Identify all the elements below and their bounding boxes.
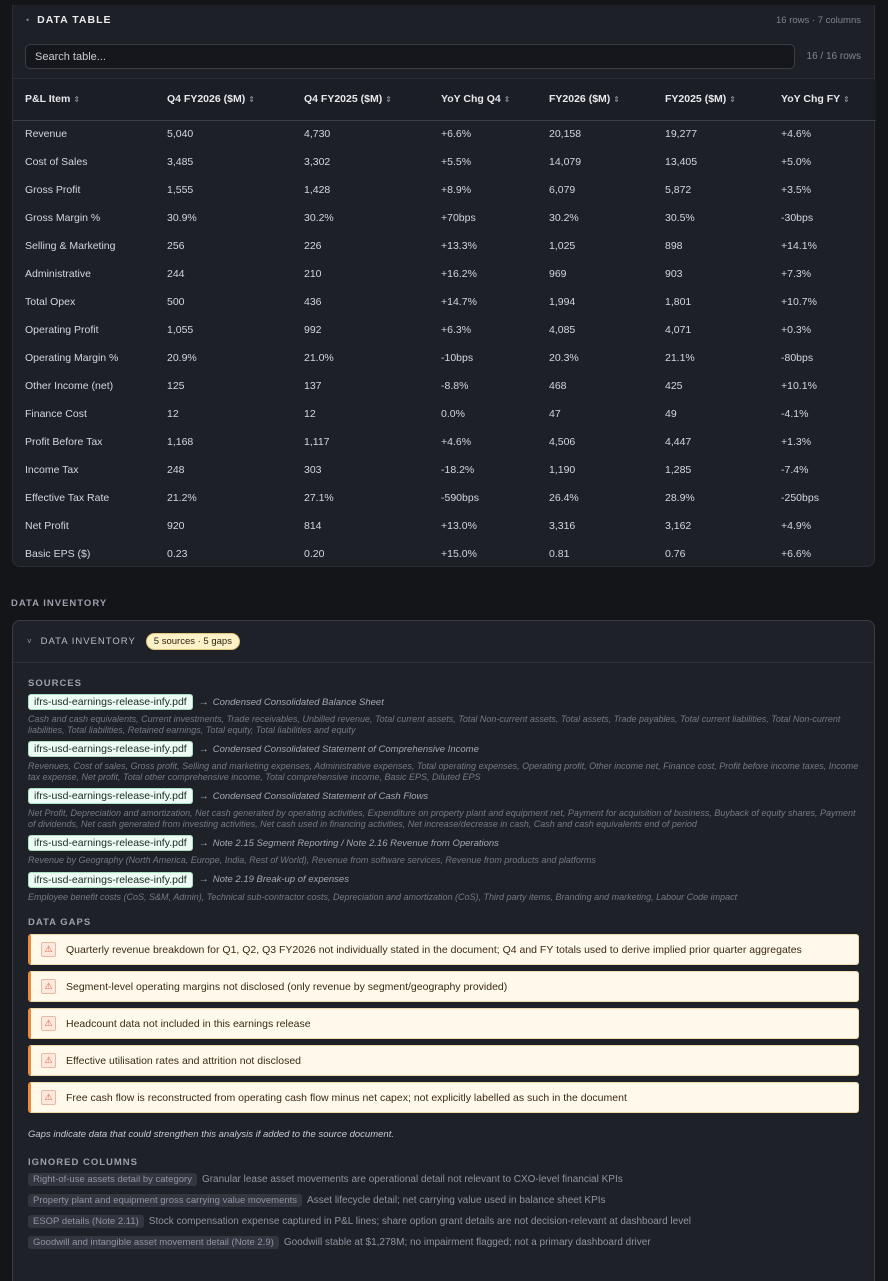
table-cell: 0.81 [549,548,570,560]
table-cell: Administrative [25,268,91,280]
data-table-header[interactable] [13,5,874,35]
warning-icon: ⚠ [41,1090,56,1105]
table-row [13,288,876,316]
gap-text: Segment-level operating margins not disclosed (only revenue by segment/geography provided) [66,980,508,993]
table-row [13,204,876,232]
table-cell: Other Income (net) [25,380,114,392]
source-item [28,834,859,866]
gap-text: Effective utilisation rates and attrition not disclosed [66,1054,302,1067]
table-cell: +5.5% [441,156,472,168]
table-cell: 500 [167,296,185,308]
arrow-icon: → [198,874,209,885]
warning-icon: ⚠ [41,1016,56,1031]
table-cell: 969 [549,268,567,280]
table-cell: +6.6% [441,128,472,141]
table-cell: 3,316 [549,520,576,532]
table-search-input[interactable] [25,44,795,69]
table-cell: 1,555 [167,184,194,196]
table-row [13,400,876,428]
table-cell: -250bps [781,492,819,504]
column-header[interactable]: P&L Item ⇕ [13,79,155,120]
table-cell: 21.0% [304,352,334,364]
table-cell: 436 [304,296,322,308]
table-cell: +0.3% [781,324,812,336]
table-cell: Finance Cost [25,408,87,420]
table-cell: 137 [304,380,322,392]
source-item [28,787,859,829]
table-cell: 5,040 [167,128,194,141]
table-cell: 12 [167,408,179,420]
table-cell: 49 [665,408,677,420]
sort-icon: ⇕ [843,95,850,105]
ignored-column-pill: Goodwill and intangible asset movement detail (Note 2.9) [28,1236,279,1249]
gap-item [28,934,859,965]
table-row [13,372,876,400]
ignored-item [28,1214,859,1229]
table-cell: 20.3% [549,352,579,364]
table-header-row [13,79,876,120]
source-file-pill[interactable]: ifrs-usd-earnings-release-infy.pdf [28,741,193,757]
source-target: Condensed Consolidated Statement of Cash Flows [212,790,429,802]
gap-text: Quarterly revenue breakdown for Q1, Q2, Q3 FY2026 not individually stated in the document; Q4 and FY totals used to derive implied prior quarter aggregates [66,943,802,956]
ignored-column-pill: ESOP details (Note 2.11) [28,1215,144,1228]
table-cell: 30.5% [665,212,695,224]
column-header[interactable]: YoY Chg Q4 ⇕ [429,79,537,120]
table-cell: 1,117 [304,436,330,448]
table-cell: 27.1% [304,492,334,504]
table-cell: Operating Profit [25,324,99,336]
table-cell: -590bps [441,492,479,504]
gap-item [28,971,859,1002]
table-cell: +5.0% [781,156,812,168]
table-cell: +15.0% [441,548,477,560]
table-cell: 3,302 [304,156,331,168]
table-cell: 30.9% [167,212,197,224]
sort-icon: ⇕ [248,95,255,105]
table-row [13,176,876,204]
table-cell: Net Profit [25,520,69,532]
sources-label: SOURCES [28,678,82,689]
source-row [28,740,859,758]
table-cell: 256 [167,240,185,252]
table-cell: 0.0% [441,408,465,420]
table-row [13,120,876,148]
data-table-meta: 16 rows · 7 columns [775,14,861,26]
source-row [28,871,859,889]
source-file-pill[interactable]: ifrs-usd-earnings-release-infy.pdf [28,872,193,888]
table-cell: 992 [304,324,322,336]
table-cell: 244 [167,268,185,280]
table-cell: Gross Margin % [25,212,101,224]
sort-icon: ⇕ [73,95,81,105]
gap-text: Headcount data not included in this earnings release [66,1017,311,1030]
arrow-icon: → [198,696,209,708]
gap-text: Free cash flow is reconstructed from operating cash flow minus net capex; not explicitly labelled as such in the document [66,1091,627,1104]
table-cell: 26.4% [549,492,579,504]
table-cell: 4,071 [665,324,692,336]
table-cell: 5,872 [665,184,692,196]
table-row [13,232,876,260]
table-cell: 425 [665,380,683,392]
table-row [13,484,876,512]
table-cell: 814 [304,520,322,532]
table-cell: 468 [549,380,567,392]
table-cell: -30bps [781,212,814,224]
source-target: Condensed Consolidated Statement of Comprehensive Income [212,743,479,755]
source-row [28,834,859,852]
source-file-pill[interactable]: ifrs-usd-earnings-release-infy.pdf [28,694,193,710]
table-cell: Basic EPS ($) [25,548,91,560]
table-row [13,512,876,540]
table-cell: Profit Before Tax [25,436,103,448]
table-cell: -80bps [781,352,814,364]
table-cell: 903 [665,268,683,280]
arrow-icon: → [198,790,209,802]
gap-item [28,1008,859,1039]
table-cell: 3,162 [665,520,692,532]
table-cell: +16.2% [441,268,477,280]
table-row [13,260,876,288]
source-fields: Revenues, Cost of sales, Gross profit, Selling and marketing expenses, Administrative expenses, Total operating expenses, Operating profit, Other income net, Finance cost, Profit before income taxes, Income tax expense, Net profit, Total other comprehensive income, Total comprehensive income, Basic EPS, Diluted EPS [28,761,859,782]
table-cell: 920 [167,520,185,532]
table-cell: 19,277 [665,128,698,141]
table-cell: 4,447 [665,436,692,448]
search-row [13,35,874,79]
ignored-column-pill: Right-of-use assets detail by category [28,1173,197,1186]
table-cell: 30.2% [304,212,334,224]
table-row [13,456,876,484]
ignored-reason: Stock compensation expense captured in P&L lines; share option grant details are not decision-relevant at dashboard level [148,1216,691,1227]
gaps-list [28,934,859,1113]
table-cell: 47 [549,408,561,420]
table-cell: 13,405 [665,156,698,168]
source-file-pill[interactable]: ifrs-usd-earnings-release-infy.pdf [28,788,193,804]
table-cell: 1,055 [167,324,194,336]
table-cell: +70bps [441,212,476,224]
table-cell: 6,079 [549,184,576,196]
ignored-item [28,1193,859,1208]
source-fields: Cash and cash equivalents, Current investments, Trade receivables, Unbilled revenue, Total current assets, Total Non-current assets, Total assets, Trade payables, Total current liabilities, Total Non-current liabilities, Total liabilities, Retained earnings, Total equity, Total liabilities and equity [28,714,841,735]
table-cell: 1,190 [549,464,576,476]
table-cell: +1.3% [781,436,812,448]
table-cell: +4.6% [781,128,812,141]
section-label: DATA INVENTORY [11,598,108,609]
source-item [28,740,859,782]
column-header[interactable]: FY2026 ($M) ⇕ [537,79,653,120]
table-cell: 1,285 [665,464,692,476]
source-item [28,871,859,903]
table-cell: +3.5% [781,184,812,196]
table-cell: Income Tax [25,464,79,476]
table-cell: 1,994 [549,296,576,308]
table-cell: 303 [304,464,322,476]
gaps-label: DATA GAPS [28,917,92,928]
table-cell: Cost of Sales [25,156,88,168]
gaps-note: Gaps indicate data that could strengthen this analysis if added to the source document. [28,1129,394,1140]
table-cell: -7.4% [781,464,809,476]
sort-icon: ⇕ [503,95,511,105]
table-cell: +7.3% [781,268,812,280]
gap-item [28,1045,859,1076]
column-header[interactable]: FY2025 ($M) ⇕ [653,79,769,120]
table-cell: -10bps [441,352,474,364]
table-cell: +10.7% [781,296,817,308]
table-cell: Effective Tax Rate [25,492,110,504]
data-table-title: DATA TABLE [37,14,112,26]
source-fields: Net Profit, Depreciation and amortization, Net cash generated by operating activities, Expenditure on property plant and equipment net, Payment for acquisition of business, Buyback of equity shares, Payment of dividends, Net cash generated from investing activities, Net cash used in financing activities, Net increase/decrease in cash, Cash and cash equivalents end of period [28,808,856,829]
data-table-card [12,5,875,567]
ignored-item [28,1172,859,1187]
table-cell: -18.2% [441,464,475,476]
source-fields: Revenue by Geography (North America, Europe, India, Rest of World), Revenue from software services, Revenue from products and platforms [28,855,596,865]
table-cell: 248 [167,464,185,476]
table-cell: 14,079 [549,156,582,168]
table-row [13,540,876,568]
table-cell: +6.6% [781,548,812,560]
table-cell: 3,485 [167,156,194,168]
table-row [13,148,876,176]
table-cell: 0.20 [304,548,325,560]
inventory-card [12,620,875,1281]
table-cell: +13.0% [441,520,477,532]
source-target: Note 2.19 Break-up of expenses [212,874,349,885]
ignored-item [28,1235,859,1250]
ignored-reason: Asset lifecycle detail; net carrying value used in balance sheet KPIs [307,1195,606,1206]
arrow-icon: → [198,837,209,849]
table-cell: 4,506 [549,436,576,448]
table-cell: +13.3% [441,240,477,252]
arrow-icon: → [198,743,209,755]
gap-item [28,1082,859,1113]
table-cell: 898 [665,240,683,252]
column-header[interactable]: Q4 FY2025 ($M) ⇕ [292,79,429,120]
table-cell: 21.1% [665,352,695,364]
table-cell: +4.9% [781,520,812,532]
column-header[interactable]: Q4 FY2026 ($M) ⇕ [155,79,292,120]
warning-icon: ⚠ [41,1053,56,1068]
table-row [13,344,876,372]
table-cell: +4.6% [441,436,472,448]
source-row [28,787,859,805]
inventory-title: DATA INVENTORY [40,636,136,647]
ignored-list [28,1172,859,1250]
table-cell: 1,168 [167,436,194,448]
table-cell: Gross Profit [25,184,81,196]
table-cell: 20,158 [549,128,582,141]
table-cell: Total Opex [25,296,76,308]
source-fields: Employee benefit costs (CoS, S&M, Admin), Technical sub-contractor costs, Depreciation and amortization (CoS), Third party items, Branding and marketing, Labour Code impact [28,891,738,902]
table-cell: +14.7% [441,296,477,308]
ignored-label: IGNORED COLUMNS [28,1157,138,1168]
sort-icon: ⇕ [613,95,620,105]
source-file-pill[interactable]: ifrs-usd-earnings-release-infy.pdf [28,835,193,851]
table-cell: 210 [304,268,322,280]
ignored-reason: Granular lease asset movements are operational detail not relevant to CXO-level financial KPIs [201,1174,623,1185]
warning-icon: ⚠ [41,942,56,957]
table-cell: 226 [304,240,322,252]
table-cell: 4,085 [549,324,576,336]
sort-icon: ⇕ [385,95,392,105]
table-cell: 1,428 [304,184,331,196]
pl-table [13,79,876,568]
table-cell: 1,801 [665,296,692,308]
table-cell: 0.23 [167,548,188,560]
sources-list [28,693,859,902]
table-cell: +8.9% [441,184,472,196]
table-cell: -8.8% [441,380,469,392]
collapse-icon[interactable]: ˅ [27,637,32,646]
source-item [28,693,859,735]
inventory-header[interactable] [13,621,874,663]
warning-icon: ⚠ [41,979,56,994]
table-cell: 12 [304,408,316,420]
ignored-column-pill: Property plant and equipment gross carrying value movements [28,1194,302,1207]
ignored-reason: Goodwill stable at $1,278M; no impairment flagged; not a primary dashboard driver [283,1237,651,1248]
table-cell: 4,730 [304,128,331,141]
table-cell: 30.2% [549,212,579,224]
table-cell: Selling & Marketing [25,240,116,252]
source-target: Note 2.15 Segment Reporting / Note 2.16 Revenue from Operations [212,837,499,849]
table-cell: 21.2% [167,492,197,504]
table-cell: +10.1% [781,380,817,392]
source-target: Condensed Consolidated Balance Sheet [212,696,384,708]
column-header[interactable]: YoY Chg FY ⇕ [769,79,876,120]
table-cell: 125 [167,380,185,392]
table-cell: +14.1% [781,240,817,252]
table-cell: Revenue [25,128,68,141]
search-count: 16 / 16 rows [806,51,861,62]
collapse-dot-icon[interactable]: • [26,15,30,25]
table-cell: 0.76 [665,548,686,560]
source-row [28,693,859,711]
table-cell: 28.9% [665,492,695,504]
table-cell: +6.3% [441,324,472,336]
table-row [13,428,876,456]
inventory-badge: 5 sources · 5 gaps [146,633,240,650]
table-cell: -4.1% [781,408,809,420]
sort-icon: ⇕ [729,95,736,105]
table-cell: Operating Margin % [25,352,119,364]
table-cell: 20.9% [167,352,197,364]
table-cell: 1,025 [549,240,576,252]
table-row [13,316,876,344]
